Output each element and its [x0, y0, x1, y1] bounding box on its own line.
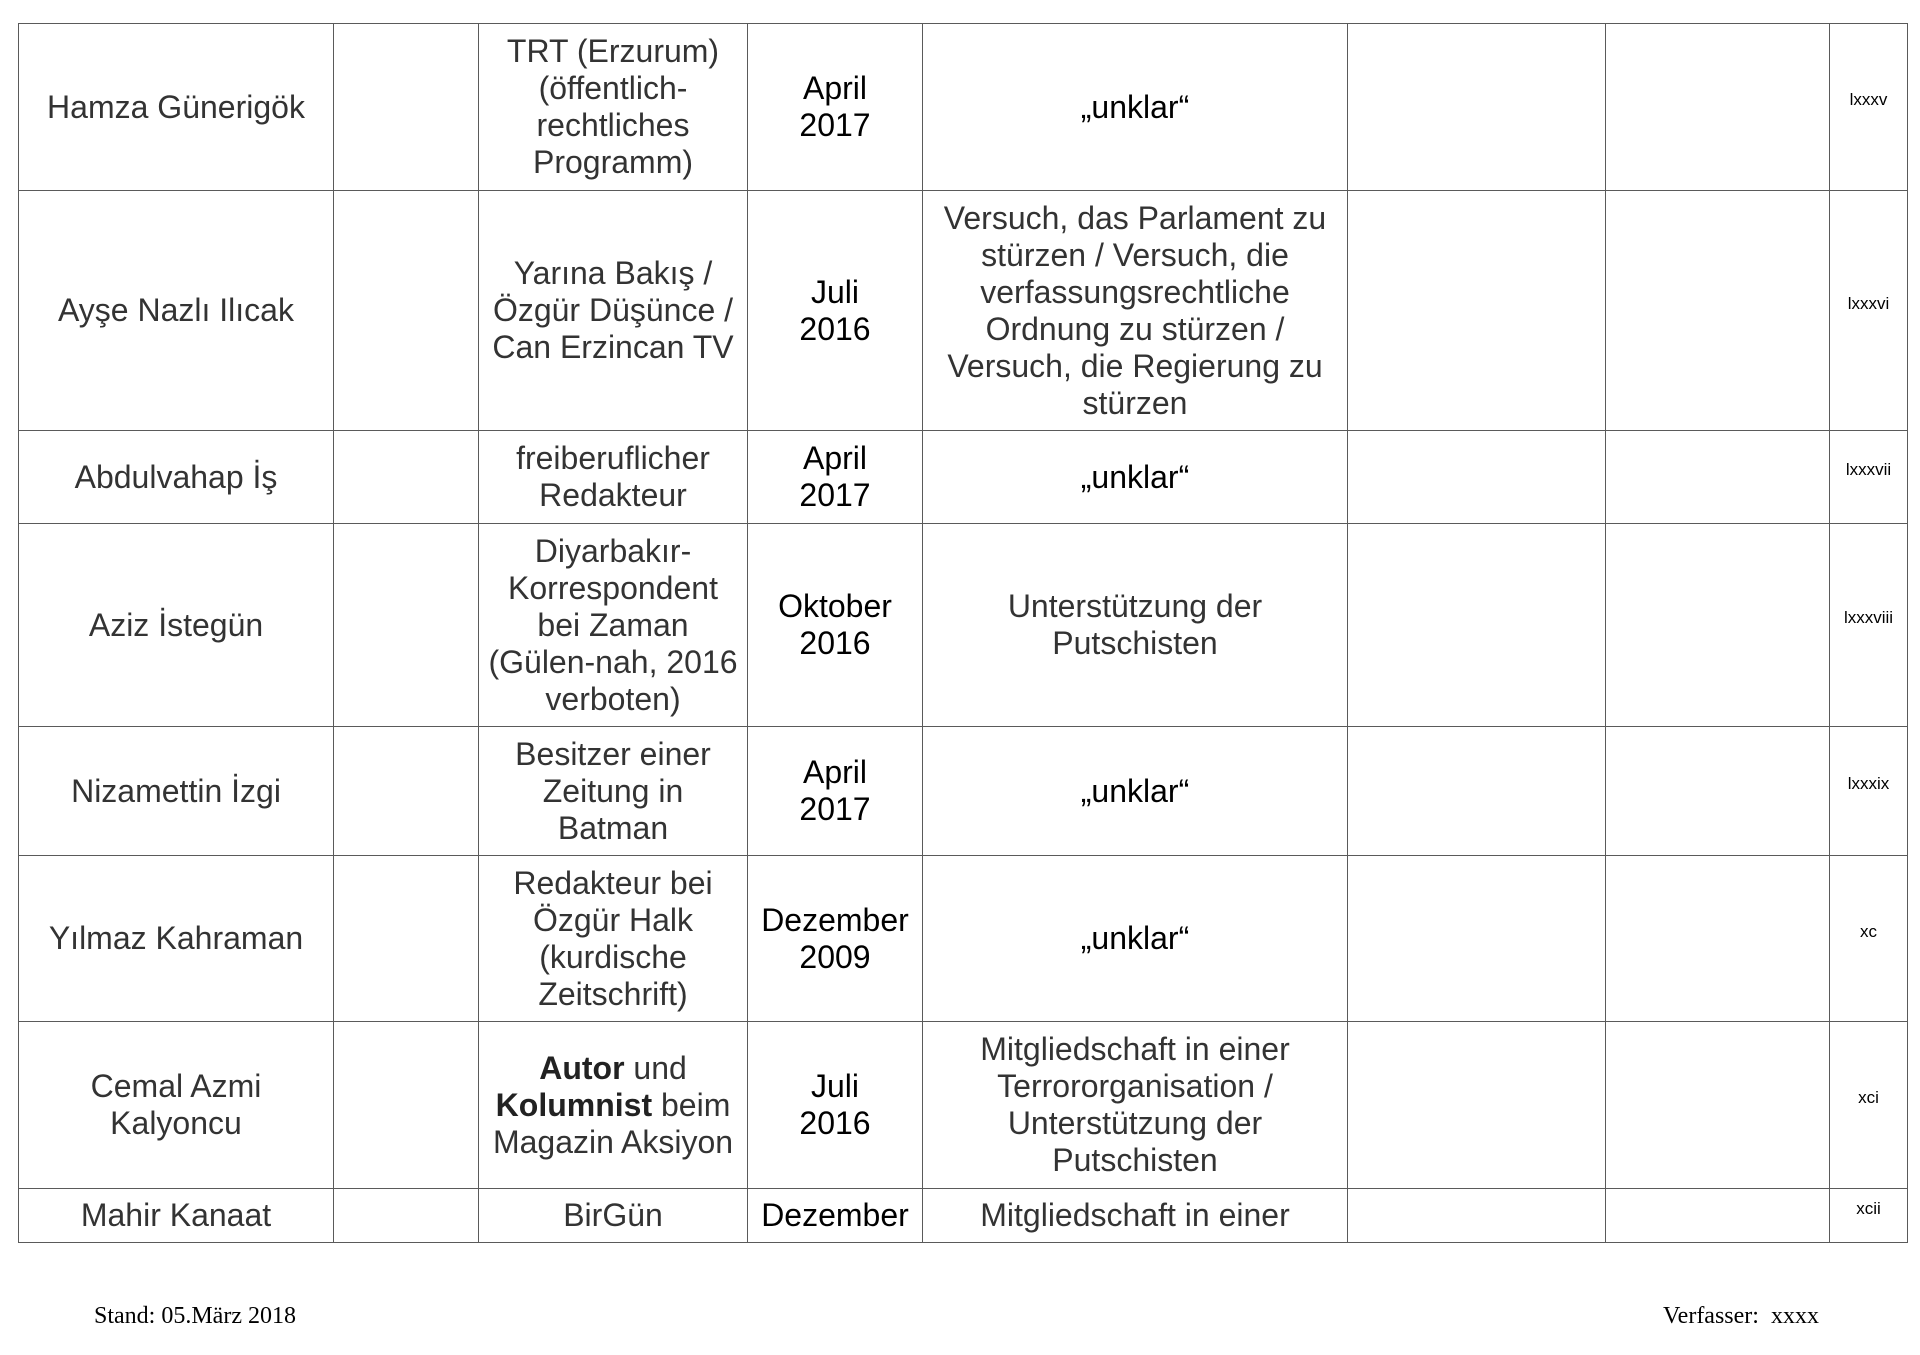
medium-cell: freiberuflicher Redakteur: [479, 431, 748, 524]
table-row: [19, 727, 1908, 856]
note-cell: [1830, 431, 1908, 524]
table-row: [19, 1189, 1908, 1243]
charge-cell: „unklar“: [923, 24, 1348, 191]
empty-cell: [334, 1189, 479, 1243]
medium-cell: TRT (Erzurum) (öffentlich- rechtliches Programm): [479, 24, 748, 191]
table-row: [19, 856, 1908, 1022]
medium-cell: [479, 1022, 748, 1189]
footnote-ref: lxxxvii: [1845, 460, 1892, 479]
date-cell: April 2017: [748, 24, 923, 191]
empty-cell: [1606, 727, 1830, 856]
medium-cell: Besitzer einer Zeitung in Batman: [479, 727, 748, 856]
empty-cell: [1606, 1189, 1830, 1243]
date-cell: April 2017: [748, 431, 923, 524]
empty-cell: [334, 1022, 479, 1189]
journalist-name: Cemal Azmi Kalyoncu: [19, 1022, 334, 1189]
charge-cell: Unterstützung der Putschisten: [923, 524, 1348, 727]
medium-cell: BirGün: [479, 1189, 748, 1243]
journalists-table: [18, 23, 1908, 1243]
empty-cell: [334, 431, 479, 524]
journalist-name: Nizamettin İzgi: [19, 727, 334, 856]
journalist-name: Abdulvahap İş: [19, 431, 334, 524]
table-row: [19, 24, 1908, 191]
empty-cell: [334, 191, 479, 431]
journalist-name: Aziz İstegün: [19, 524, 334, 727]
date-cell: April 2017: [748, 727, 923, 856]
empty-cell: [1606, 856, 1830, 1022]
empty-cell: [1348, 191, 1606, 431]
footnote-ref: lxxxviii: [1843, 608, 1894, 627]
footnote-ref: lxxxix: [1847, 774, 1890, 793]
footnote-ref: lxxxvi: [1847, 293, 1890, 313]
footnote-ref: xc: [1860, 921, 1877, 941]
empty-cell: [334, 24, 479, 191]
note-cell: [1830, 856, 1908, 1022]
charge-cell: „unklar“: [923, 856, 1348, 1022]
medium-cell: Yarına Bakış / Özgür Düşünce / Can Erzincan TV: [479, 191, 748, 431]
table-body: [19, 24, 1908, 1243]
empty-cell: [1606, 431, 1830, 524]
empty-cell: [1348, 1022, 1606, 1189]
empty-cell: [1348, 1189, 1606, 1243]
medium-bold-segment: Autor: [539, 1049, 625, 1086]
empty-cell: [334, 524, 479, 727]
charge-cell: Mitgliedschaft in einer: [923, 1189, 1348, 1243]
status-date: Stand: 05.März 2018: [94, 1303, 296, 1329]
note-cell: [1830, 1189, 1908, 1243]
empty-cell: [1606, 524, 1830, 727]
medium-cell: Diyarbakır- Korrespondent bei Zaman (Gülen-nah, 2016 verboten): [479, 524, 748, 727]
date-cell: Juli 2016: [748, 191, 923, 431]
medium-cell: Redakteur bei Özgür Halk (kurdische Zeitschrift): [479, 856, 748, 1022]
date-cell: Juli 2016: [748, 1022, 923, 1189]
table-row: [19, 191, 1908, 431]
empty-cell: [1606, 191, 1830, 431]
charge-cell: Mitgliedschaft in einer Terrororganisation / Unterstützung der Putschisten: [923, 1022, 1348, 1189]
empty-cell: [1606, 24, 1830, 191]
journalist-name: Mahir Kanaat: [19, 1189, 334, 1243]
date-cell: Dezember: [748, 1189, 923, 1243]
note-cell: [1830, 1022, 1908, 1189]
empty-cell: [1348, 524, 1606, 727]
empty-cell: [1348, 856, 1606, 1022]
empty-cell: [1348, 727, 1606, 856]
journalist-name: Hamza Günerigök: [19, 24, 334, 191]
footnote-ref: xci: [1858, 1088, 1879, 1107]
footnote-ref: xcii: [1856, 1198, 1881, 1218]
table-row: [19, 1022, 1908, 1189]
note-cell: [1830, 191, 1908, 431]
author-line: Verfasser: xxxx: [1663, 1303, 1819, 1329]
note-cell: [1830, 727, 1908, 856]
table-row: [19, 431, 1908, 524]
date-cell: Dezember 2009: [748, 856, 923, 1022]
empty-cell: [1348, 24, 1606, 191]
note-cell: [1830, 524, 1908, 727]
date-cell: Oktober 2016: [748, 524, 923, 727]
medium-bold-segment: Kolumnist: [495, 1086, 653, 1123]
medium-text-segment: und: [633, 1049, 687, 1086]
footnote-ref: lxxxv: [1849, 90, 1888, 109]
empty-cell: [334, 727, 479, 856]
medium-text-segment: beim Magazin Aksiyon: [492, 1086, 734, 1160]
charge-cell: „unklar“: [923, 431, 1348, 524]
charge-cell: Versuch, das Parlament zu stürzen / Versuch, die verfassungsrechtliche Ordnung zu stürzen / Versuch, die Regierung zu stürzen: [923, 191, 1348, 431]
empty-cell: [334, 856, 479, 1022]
journalist-name: Yılmaz Kahraman: [19, 856, 334, 1022]
empty-cell: [1348, 431, 1606, 524]
table-row: [19, 524, 1908, 727]
note-cell: [1830, 24, 1908, 191]
charge-cell: „unklar“: [923, 727, 1348, 856]
journalist-name: Ayşe Nazlı Ilıcak: [19, 191, 334, 431]
empty-cell: [1606, 1022, 1830, 1189]
